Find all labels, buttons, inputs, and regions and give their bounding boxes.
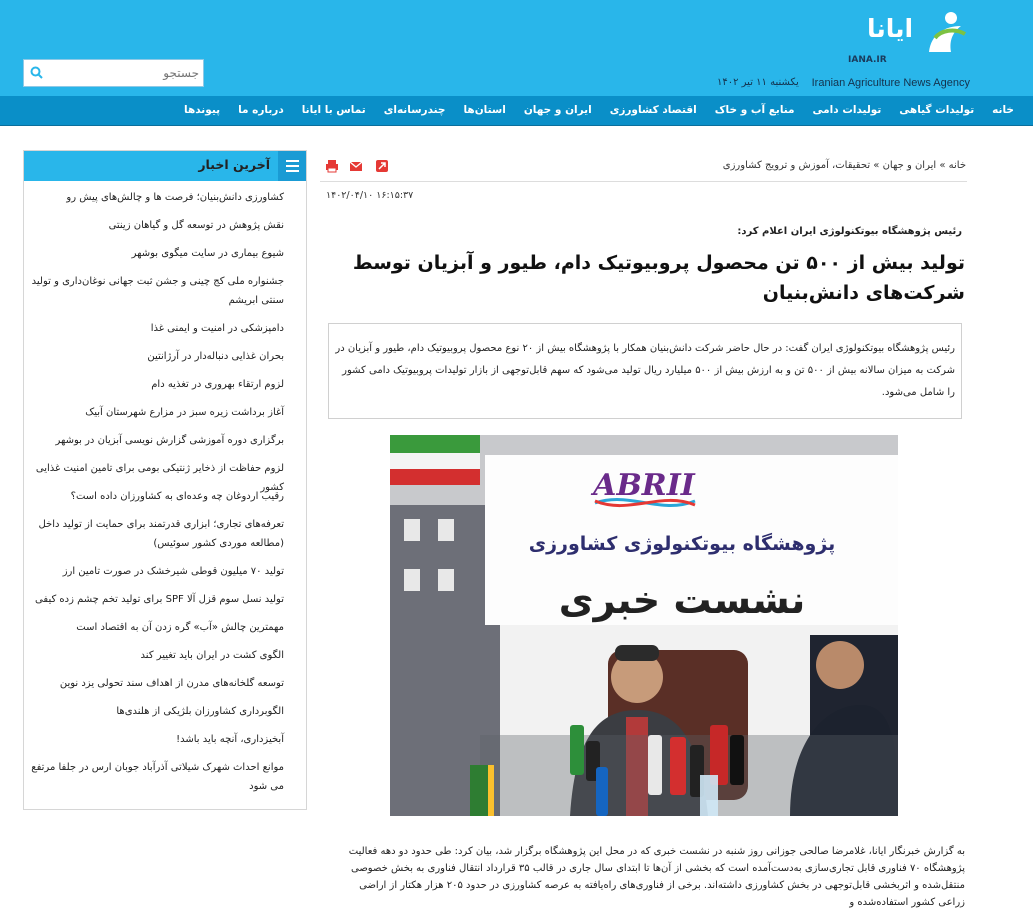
news-item[interactable]: برگزاری دوره آموزشی گزارش نویسی آبزیان در بوشهر <box>55 435 284 446</box>
latest-news-sidebar <box>23 150 307 810</box>
divider <box>320 181 967 182</box>
article-datetime: ۱۴۰۲/۰۴/۱۰ ۱۶:۱۵:۳۷ <box>326 190 414 201</box>
news-item[interactable]: آبخیزداری، آنچه باید باشد! <box>176 734 284 745</box>
sidebar-header <box>24 151 306 181</box>
main-nav <box>0 96 1033 126</box>
breadcrumb[interactable]: خانه » ایران و جهان » تحقیقات، آموزش و ترویج کشاورزی <box>722 160 966 171</box>
list-icon <box>278 151 306 181</box>
banner-line-2: نشست خبری <box>558 578 806 622</box>
news-item[interactable]: موانع احداث شهرک شیلاتی آذرآباد جوبان ارس در جلفا مرتفع می شود <box>31 762 284 792</box>
article-summary-box <box>328 323 962 419</box>
article-body: به گزارش خبرنگار ایانا، غلامرضا صالحی جوزانی روز شنبه در نشست خبری که در محل این پژوهشگاه برگزار شد، بیان کرد: طی حدود دو دهه فعالیت پژوهشگاه ۷۰ فناوری قابل تجاری‌سازی به‌دست‌آمده است که بخشی از آن‌ها تا ابتدای سال جاری در قالب ۳۵ قرارداد انتقال فناوری به بخش خصوصی منتقل‌شده و اثربخشی قابل‌توجهی در بخش کشاورزی داشته‌اند. برخی از فناوری‌های راه‌یافته به عرصه کشاورزی در حدود ۲۰۵ هزار هکتار از اراضی زراعی کشور استفاده‌شده و <box>348 846 965 908</box>
share-icon[interactable] <box>375 158 389 172</box>
news-item[interactable]: آغاز برداشت زیره سبز در مزارع شهرستان آبیک <box>85 407 284 418</box>
header-date: یکشنبه ۱۱ تیر ۱۴۰۲ <box>717 77 799 88</box>
article-lead-title: رئیس پژوهشگاه بیوتکنولوژی ایران اعلام کرد: <box>737 226 962 237</box>
article-title: تولید بیش از ۵۰۰ تن محصول پروبیوتیک دام، طیور و آبزیان توسط شرکت‌های دانش‌بنیان <box>352 252 965 304</box>
search-input[interactable] <box>45 60 203 86</box>
iana-logo-icon[interactable] <box>921 8 971 56</box>
email-icon[interactable] <box>349 158 363 172</box>
nav-item-contact[interactable]: تماس با ایانا <box>301 104 366 116</box>
news-item[interactable]: کشاورزی دانش‌بنیان؛ فرصت ها و چالش‌های پیش رو <box>66 192 284 203</box>
news-item[interactable]: توسعه گلخانه‌های مدرن از اهداف سند تحولی یزد نوین <box>59 678 284 689</box>
news-item[interactable]: لزوم حفاظت از ذخایر ژنتیکی بومی برای تامین امنیت غذایی کشور <box>35 463 284 493</box>
news-item[interactable]: دامپزشکی در امنیت و ایمنی غذا <box>150 323 284 334</box>
news-item[interactable]: تولید نسل سوم قزل آلا SPF برای تولید تخم چشم زده کیفی <box>35 594 284 605</box>
nav-item-home[interactable]: خانه <box>992 104 1014 116</box>
news-item[interactable]: جشنواره ملی کج چینی و جشن ثبت جهانی نوغان‌داری و تولید سنتی ابریشم <box>31 276 284 306</box>
logo-domain: IANA.IR <box>848 55 887 65</box>
nav-item-provinces[interactable]: استان‌ها <box>463 104 506 116</box>
banner-line-1: پژوهشگاه بیوتکنولوژی کشاورزی <box>528 533 836 555</box>
news-item[interactable]: لزوم ارتقاء بهروری در تغذیه دام <box>151 379 284 390</box>
article-summary: رئیس پژوهشگاه بیوتکنولوژی ایران گفت: در حال حاضر شرکت دانش‌بنیان همکار با پژوهشگاه بیش از ۲۰ نوع محصول پروبیوتیک دام، طیور و آبزیان در شرکت به میزان سالانه بیش از ۵۰۰ تن و به ارزش بیش از ۵۰۰ میلیارد ریال تولید می‌شود که سهم قابل‌توجهی از بازار تولیدات پروبیوتیک دامی کشور را شامل می‌شود. <box>335 343 955 398</box>
news-item[interactable]: نقش پژوهش در توسعه گل و گیاهان زینتی <box>108 220 284 231</box>
nav-item-multimedia[interactable]: چندرسانه‌ای <box>383 104 446 116</box>
nav-item-water-soil[interactable]: منابع آب و خاک <box>714 104 795 116</box>
search-box <box>23 59 204 87</box>
news-item[interactable]: بحران غذایی دنباله‌دار در آرژانتین <box>147 351 284 362</box>
nav-item-iran-world[interactable]: ایران و جهان <box>523 104 592 116</box>
print-icon[interactable] <box>325 158 339 172</box>
nav-item-livestock-production[interactable]: تولیدات دامی <box>812 104 882 116</box>
nav-item-plant-production[interactable]: تولیدات گیاهی <box>899 104 975 116</box>
news-item[interactable]: مهمترین چالش «آب» گره زدن آن به اقتصاد است <box>76 622 284 633</box>
nav-item-agri-economy[interactable]: اقتصاد کشاورزی <box>609 104 697 116</box>
banner-logo-text: ABRII <box>593 468 695 503</box>
news-item[interactable]: تعرفه‌های تجاری؛ ابزاری قدرتمند برای حمایت از تولید داخل (مطالعه موردی کشور سوئیس) <box>38 519 284 549</box>
sidebar-title: آخرین اخبار <box>198 157 270 172</box>
news-item[interactable]: شیوع بیماری در سایت میگوی بوشهر <box>131 248 284 259</box>
nav-item-links[interactable]: پیوندها <box>184 104 221 116</box>
news-item[interactable]: تولید ۷۰ میلیون قوطی شیرخشک در صورت تامین ارز <box>62 566 284 577</box>
news-item[interactable]: رقیب اردوغان چه وعده‌ای به کشاورزان داده است؟ <box>70 491 284 502</box>
article-photo[interactable] <box>390 435 898 816</box>
logo-wordmark[interactable]: ایانا <box>866 14 914 43</box>
nav-item-about[interactable]: درباره ما <box>238 104 284 116</box>
site-header <box>0 0 1033 96</box>
news-item[interactable]: الگوبرداری کشاورزان بلژیکی از هلندی‌ها <box>116 706 284 717</box>
search-icon[interactable] <box>30 66 43 79</box>
agency-name: Iranian Agriculture News Agency <box>811 77 970 89</box>
news-item[interactable]: الگوی کشت در ایران باید تغییر کند <box>140 650 284 661</box>
